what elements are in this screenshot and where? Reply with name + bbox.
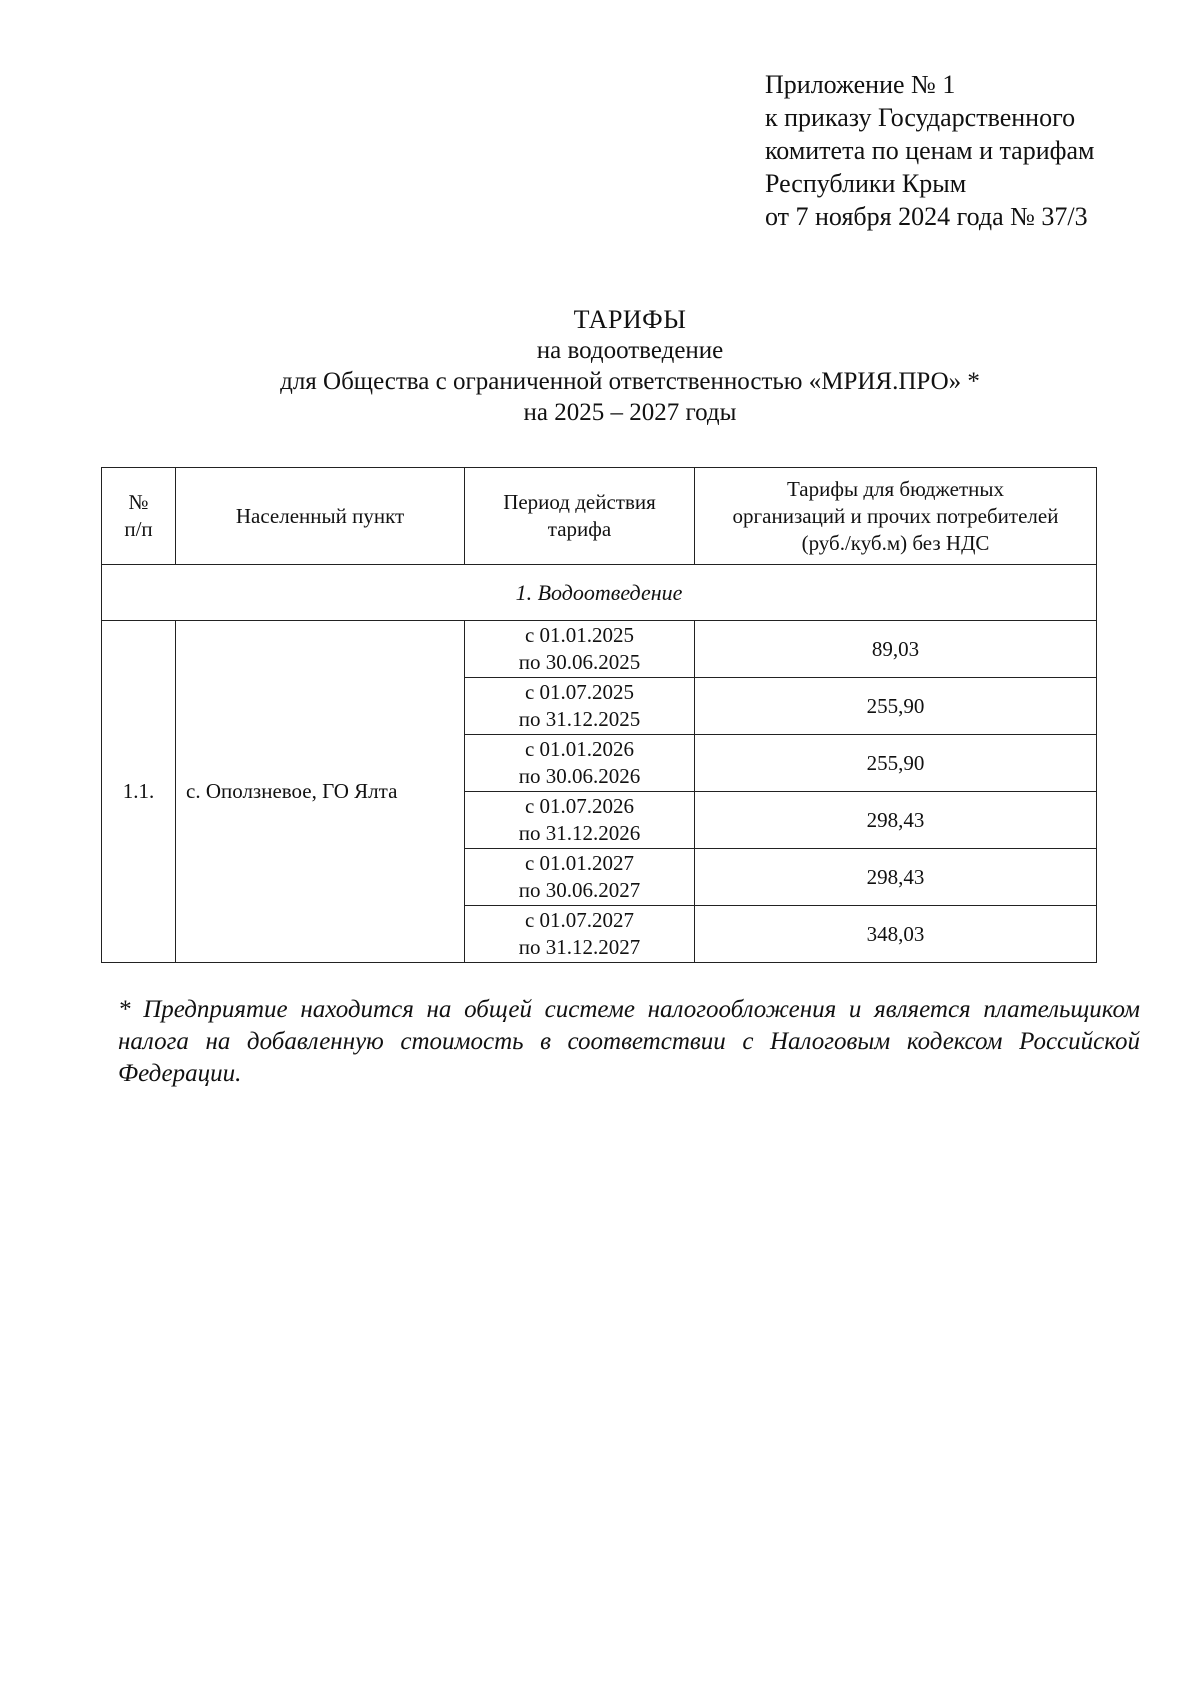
tariff-value: 89,03 [695, 621, 1097, 678]
appendix-header [765, 68, 1094, 233]
title-main: ТАРИФЫ [573, 305, 687, 334]
tariff-value: 298,43 [695, 849, 1097, 906]
period-to: по 31.12.2027 [518, 935, 641, 959]
period-cell [465, 906, 695, 963]
header-num-symbol: № [128, 490, 149, 514]
header-period-line: Период действия [503, 490, 656, 514]
section-title: 1. Водоотведение [102, 565, 1097, 621]
header-tariff-line: Тарифы для бюджетных [787, 476, 1004, 501]
appendix-line: Приложение № 1 [765, 70, 956, 99]
section-row [102, 565, 1097, 621]
period-cell [465, 621, 695, 678]
footnote: * Предприятие находится на общей системе налогообложения и является плательщиком налога на добавленную стоимость в соответствии с Налоговым кодексом Российской Федерации. [118, 996, 1140, 1087]
header-tariff-line: (руб./куб.м) без НДС [801, 530, 990, 555]
tariff-value: 255,90 [695, 735, 1097, 792]
tariff-table [101, 467, 1097, 963]
appendix-line: комитета по ценам и тарифам [765, 136, 1095, 165]
period-cell [465, 792, 695, 849]
header-place: Населенный пункт [176, 468, 465, 565]
appendix-line: к приказу Государственного [765, 103, 1076, 132]
header-tariff-line: организаций и прочих потребителей [732, 503, 1059, 528]
period-to: по 30.06.2025 [518, 650, 641, 674]
period-from: с 01.07.2026 [524, 794, 635, 818]
header-period [465, 468, 695, 565]
period-from: с 01.01.2027 [524, 851, 635, 875]
table-header-row [102, 468, 1097, 565]
period-from: с 01.01.2026 [524, 737, 635, 761]
title-organization: для Общества с ограниченной ответственностью «МРИЯ.ПРО» * [280, 368, 980, 395]
appendix-line: от 7 ноября 2024 года № 37/3 [765, 202, 1088, 231]
period-to: по 30.06.2027 [518, 878, 641, 902]
header-tariff [695, 468, 1097, 565]
item-number: 1.1. [102, 621, 176, 963]
title-period: на 2025 – 2027 годы [523, 399, 737, 426]
period-cell [465, 849, 695, 906]
document-title [0, 304, 1200, 428]
tariff-value: 298,43 [695, 792, 1097, 849]
header-num-label: п/п [124, 517, 153, 541]
period-from: с 01.07.2025 [524, 680, 635, 704]
header-num [102, 468, 176, 565]
period-to: по 30.06.2026 [518, 764, 641, 788]
appendix-line: Республики Крым [765, 169, 967, 198]
table-row [102, 621, 1097, 678]
title-subject: на водоотведение [536, 337, 724, 364]
period-from: с 01.01.2025 [524, 623, 635, 647]
period-cell [465, 678, 695, 735]
tariff-value: 348,03 [695, 906, 1097, 963]
period-to: по 31.12.2025 [518, 707, 641, 731]
period-to: по 31.12.2026 [518, 821, 641, 845]
header-period-line: тарифа [547, 517, 612, 541]
tariff-value: 255,90 [695, 678, 1097, 735]
period-from: с 01.07.2027 [524, 908, 635, 932]
period-cell [465, 735, 695, 792]
settlement-name: с. Оползневое, ГО Ялта [176, 621, 465, 963]
